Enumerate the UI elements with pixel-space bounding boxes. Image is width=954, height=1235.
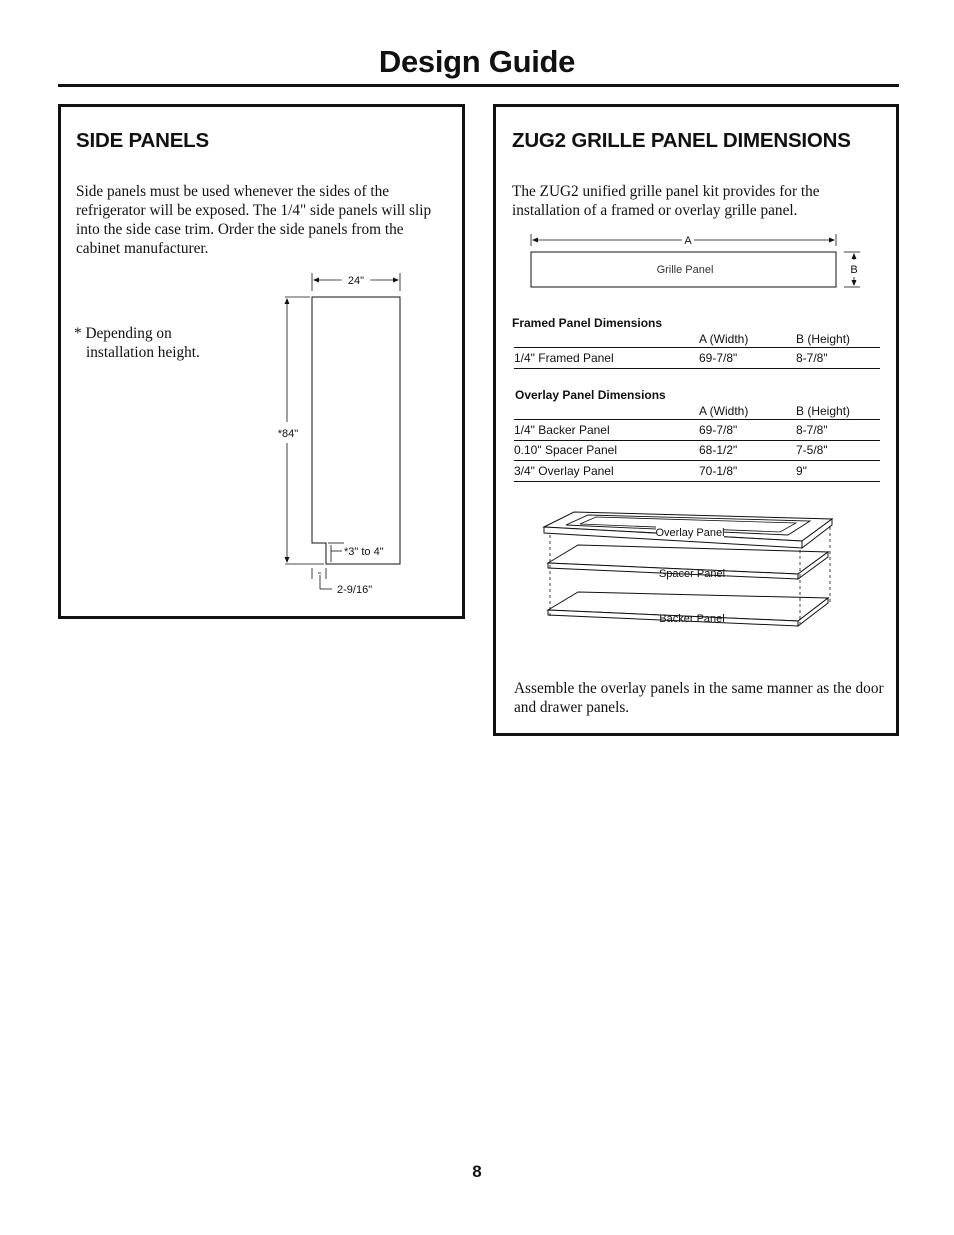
row-name: 3/4" Overlay Panel [514,464,614,478]
width-label: 24" [347,275,365,287]
row-width: 69-7/8" [699,423,738,437]
panel-stack-diagram [496,502,896,662]
title-rule [58,84,899,87]
grille-b-label: B [850,264,858,276]
grille-closing: Assemble the overlay panels in the same manner as the door and drawer panels. [514,680,884,716]
table-row [514,461,880,482]
side-panels-footnote-line2: installation height. [86,344,200,361]
row-width: 70-1/8" [699,464,738,478]
notch-label: *3" to 4" [344,546,384,558]
spacer-panel-label: Spacer Panel [658,568,726,580]
side-panels-footnote-line1: * Depending on [74,325,172,342]
row-height: 9" [796,464,807,478]
side-panels-heading: SIDE PANELS [76,129,209,152]
table-row [514,440,880,461]
row-height: 8-7/8" [796,423,828,437]
grille-a-label: A [684,235,692,247]
overlay-col-a-header: A (Width) [699,404,749,418]
grille-heading: ZUG2 GRILLE PANEL DIMENSIONS [512,129,851,152]
overlay-col-b-header: B (Height) [796,404,851,418]
framed-table-title: Framed Panel Dimensions [512,316,663,330]
grille-panel-diagram [496,107,896,307]
side-panel-outline [312,297,400,564]
side-panel-diagram [61,107,462,616]
framed-col-a-header: A (Width) [699,332,749,346]
row-name: 1/4" Framed Panel [514,351,614,365]
table-row [514,419,880,441]
side-panels-body: Side panels must be used whenever the sides of the refrigerator will be exposed. The 1/4" side panels will slip into the side case trim. Order the side panels from the cabinet manufacturer. [76,183,432,257]
overlay-panel-label: Overlay Panel [655,527,725,539]
row-width: 69-7/8" [699,351,738,365]
grille-intro: The ZUG2 unified grille panel kit provides for the installation of a framed or overlay grille panel. [512,183,820,219]
row-height: 7-5/8" [796,443,828,457]
row-width: 68-1/2" [699,443,738,457]
row-name: 1/4" Backer Panel [514,423,610,437]
offset-label: 2-9/16" [337,584,373,596]
page-number: 8 [472,1162,482,1181]
row-height: 8-7/8" [796,351,828,365]
backer-panel-label: Backer Panel [659,613,725,625]
framed-col-b-header: B (Height) [796,332,851,346]
page-title: Design Guide [378,44,576,79]
table-row [514,347,880,369]
grille-panel-label: Grille Panel [656,264,714,276]
height-label: *84" [277,428,299,440]
overlay-table-title: Overlay Panel Dimensions [515,388,666,402]
grille-section [493,104,899,736]
row-name: 0.10" Spacer Panel [514,443,617,457]
side-panels-section [58,104,465,619]
